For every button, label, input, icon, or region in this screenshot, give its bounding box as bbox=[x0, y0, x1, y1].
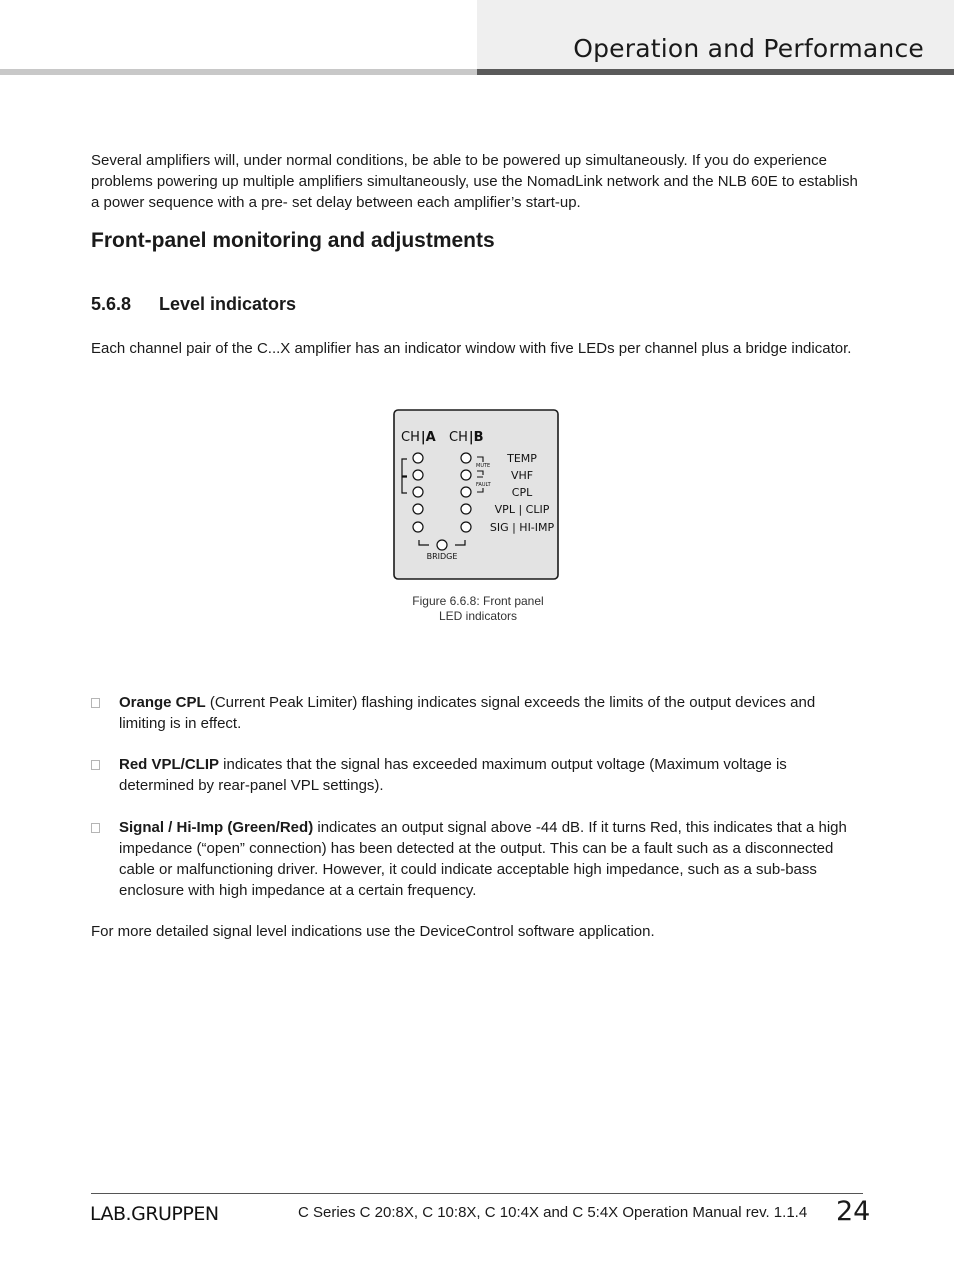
ch-b-label: CH|B bbox=[449, 430, 484, 445]
led-b-temp bbox=[461, 453, 471, 463]
led-a-temp bbox=[413, 453, 423, 463]
led-a-cpl bbox=[413, 487, 423, 497]
bullet-term: Red VPL/CLIP bbox=[119, 756, 220, 773]
bullet-item-cpl bbox=[91, 692, 861, 734]
intro-paragraph: Several amplifiers will, under normal conditions, be able to be powered up simultaneously. If you do experience problems powering up multiple amplifiers simultaneously, use the NomadLink network and the NLB 60E to establish a power sequence with a pre- set delay between each amplifier’s start-up. bbox=[91, 152, 858, 211]
bullet-item-signal-hiimp bbox=[91, 817, 861, 901]
subsection-number: 5.6.8 bbox=[91, 294, 132, 314]
label-cpl: CPL bbox=[511, 486, 533, 499]
footer-manual-title: C Series C 20:8X, C 10:8X, C 10:4X and C 5:4X Operation Manual rev. 1.1.4 bbox=[298, 1204, 808, 1221]
lab-gruppen-logo bbox=[90, 1202, 255, 1224]
figure-caption-line-2: LED indicators bbox=[438, 609, 518, 623]
subsection-heading bbox=[91, 294, 296, 315]
footer-rule bbox=[91, 1193, 863, 1194]
figure-caption-line-1: Figure 6.6.8: Front panel bbox=[412, 594, 544, 608]
header-rule-light bbox=[0, 69, 477, 75]
bullet-text: indicates an output signal above -44 dB. If it turns Red, this indicates that a high impedance (“open” connection) has been detected at the output. This can be a fault such as a disconnected cable or malfunctioning driver. However, it could indicate acceptable high impedance, such as a sub-bass enclosure with high impedance at a certain frequency. bbox=[119, 819, 847, 899]
label-vhf: VHF bbox=[510, 469, 534, 482]
level-intro-paragraph: Each channel pair of the C...X amplifier has an indicator window with five LEDs per channel plus a bridge indicator. bbox=[91, 340, 852, 357]
bullet-marker bbox=[91, 760, 100, 770]
bullet-text: indicates that the signal has exceeded maximum output voltage (Maximum voltage is determined by rear-panel VPL settings). bbox=[119, 756, 787, 794]
ch-a-label: CH|A bbox=[401, 430, 436, 445]
bridge-label: BRIDGE bbox=[426, 552, 458, 561]
led-b-vpl-clip bbox=[461, 504, 471, 514]
closing-paragraph: For more detailed signal level indications use the DeviceControl software application. bbox=[91, 923, 655, 940]
bullet-term: Orange CPL bbox=[119, 694, 206, 711]
bullet-item-vpl-clip bbox=[91, 754, 861, 796]
label-temp: TEMP bbox=[507, 452, 537, 465]
led-a-sig-hiimp bbox=[413, 522, 423, 532]
subsection-title: Level indicators bbox=[159, 294, 297, 314]
page-number: 24 bbox=[836, 1196, 871, 1227]
led-b-vhf bbox=[461, 470, 471, 480]
led-bridge bbox=[437, 540, 447, 550]
bullet-term: Signal / Hi-Imp (Green/Red) bbox=[119, 819, 314, 836]
svg-text:LAB.GRUPPEN: LAB.GRUPPEN bbox=[90, 1203, 219, 1224]
figure-caption bbox=[378, 594, 578, 624]
led-a-vpl-clip bbox=[413, 504, 423, 514]
front-panel-led-figure bbox=[393, 409, 559, 580]
bullet-marker bbox=[91, 823, 100, 833]
header-rule-dark bbox=[477, 69, 954, 75]
fault-label: FAULT bbox=[476, 482, 491, 488]
label-vpl-clip: VPL | CLIP bbox=[494, 503, 550, 516]
led-b-cpl bbox=[461, 487, 471, 497]
label-sig-hiimp: SIG | HI-IMP bbox=[489, 521, 555, 534]
led-b-sig-hiimp bbox=[461, 522, 471, 532]
section-heading: Front-panel monitoring and adjustments bbox=[91, 229, 495, 252]
bullet-marker bbox=[91, 698, 100, 708]
page-header-title: Operation and Performance bbox=[573, 34, 924, 63]
mute-label: MUTE bbox=[476, 463, 491, 469]
led-a-vhf bbox=[413, 470, 423, 480]
bullet-text: (Current Peak Limiter) flashing indicates signal exceeds the limits of the output devices and limiting is in effect. bbox=[119, 694, 816, 732]
